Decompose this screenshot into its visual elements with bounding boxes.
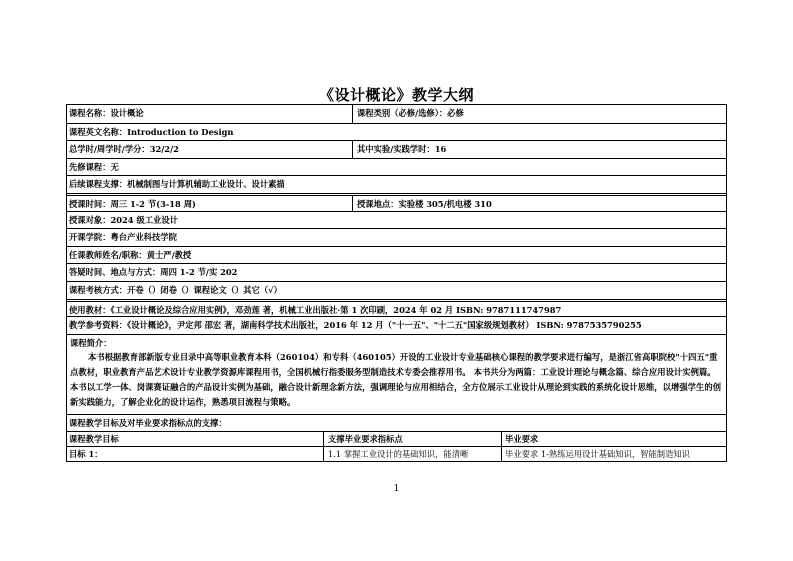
textbook: 使用教材：《工业设计概论及综合应用实例》，邓劲莲 著，机械工业出版社·第 1 次印刷，2024 年 02 月 ISBN: 9787111747987 xyxy=(69,304,562,315)
row-time-place xyxy=(67,193,726,211)
column-divider xyxy=(323,432,324,446)
page-number: 1 xyxy=(393,484,400,494)
prereq: 先修课程：无 xyxy=(69,161,119,172)
row-target xyxy=(67,211,726,229)
row-intro xyxy=(67,334,726,414)
column-divider xyxy=(352,196,353,211)
intro-heading: 课程简介： xyxy=(70,337,112,348)
row-english-name xyxy=(67,123,726,141)
objective-1: 目标 1： xyxy=(69,449,103,460)
row-objectives-label xyxy=(67,414,726,432)
objectives-row-1 xyxy=(67,446,726,461)
row-college xyxy=(67,228,726,246)
objectives-label: 课程教学目标及对毕业要求指标点的支撑： xyxy=(69,417,227,428)
qa-time: 答疑时间、地点与方式：周四 1-2 节/实 202 xyxy=(69,267,238,278)
followup: 后续课程支撑：机械制图与计算机辅助工业设计、设计素描 xyxy=(69,179,285,190)
row-refs xyxy=(67,316,726,334)
header-indicator: 支撑毕业要求指标点 xyxy=(328,434,403,445)
hours: 总学时/周学时/学分：32/2/2 xyxy=(69,144,179,155)
column-divider xyxy=(501,432,502,446)
column-divider xyxy=(323,447,324,461)
course-name: 课程名称：设计概论 xyxy=(69,108,144,118)
requirement-1: 毕业要求 1-熟练运用设计基础知识，智能制造知识 xyxy=(505,449,690,460)
header-requirement: 毕业要求 xyxy=(505,434,539,445)
column-divider xyxy=(501,447,502,461)
objectives-header-row xyxy=(67,431,726,446)
row-course-name xyxy=(67,105,726,123)
row-prereq xyxy=(67,158,726,176)
row-teacher xyxy=(67,246,726,264)
indicator-1: 1.1 掌握工业设计的基础知识，能清晰 xyxy=(328,449,469,460)
course-type: 课程类别（必修/选修）：必修 xyxy=(357,108,464,118)
header-objective: 课程教学目标 xyxy=(69,434,119,445)
college: 开课学院：粤台产业科技学院 xyxy=(69,232,177,243)
row-hours xyxy=(67,140,726,158)
column-divider xyxy=(352,141,353,158)
exam-method: 课程考核方式：开卷（）闭卷（）课程论文（）其它（√） xyxy=(69,284,282,295)
teacher: 任课教师姓名/职称：黄士严/教授 xyxy=(69,249,192,260)
row-qa xyxy=(67,263,726,281)
intro-body: 本书根据教育部新版专业目录中高等职业教育本科（260104）和专科（460105）开设的工业设计专业基础核心课程的教学要求进行编写，是浙江省高职院校"十四五"重点教材，职业教育产品艺术设计专业教学资源库课程用书，全国机械行指委服务型制造技术专委会推荐用书。 本书共分为两篇：工业设计理论与概念篇、综合应用设计实例篇。本书以工学一体、岗课赛证融合的产品设计实例为基础，融合设计新理念新方法，强调理论与应用相结合，全方位展示工业设计从理论到实践的系统化设计思维，以增强学生的创新实践能力，了解企业化的设计运作，熟悉项目流程与策略。 xyxy=(70,351,722,407)
row-textbook xyxy=(67,299,726,317)
target-students: 授课对象：2024 级工业设计 xyxy=(69,214,178,225)
reference-materials: 教学参考资料：《设计概论》，尹定邦 邵宏 著，湖南科学技术出版社，2016 年 12 月（"十一五"、"十二五"国家级规划教材） ISBN: 9787535790255 xyxy=(69,320,642,331)
column-divider xyxy=(352,105,353,123)
lab-hours: 其中实验/实践学时：16 xyxy=(357,144,447,155)
syllabus-table xyxy=(66,104,727,462)
class-place: 授课地点：实验楼 305/机电楼 310 xyxy=(357,198,492,209)
class-time: 授课时间：周三 1-2 节(3-18 周) xyxy=(69,198,196,209)
english-name: 课程英文名称：Introduction to Design xyxy=(69,126,234,137)
row-followup xyxy=(67,175,726,193)
row-exam xyxy=(67,281,726,299)
page-title: 《设计概论》教学大纲 xyxy=(318,86,474,104)
